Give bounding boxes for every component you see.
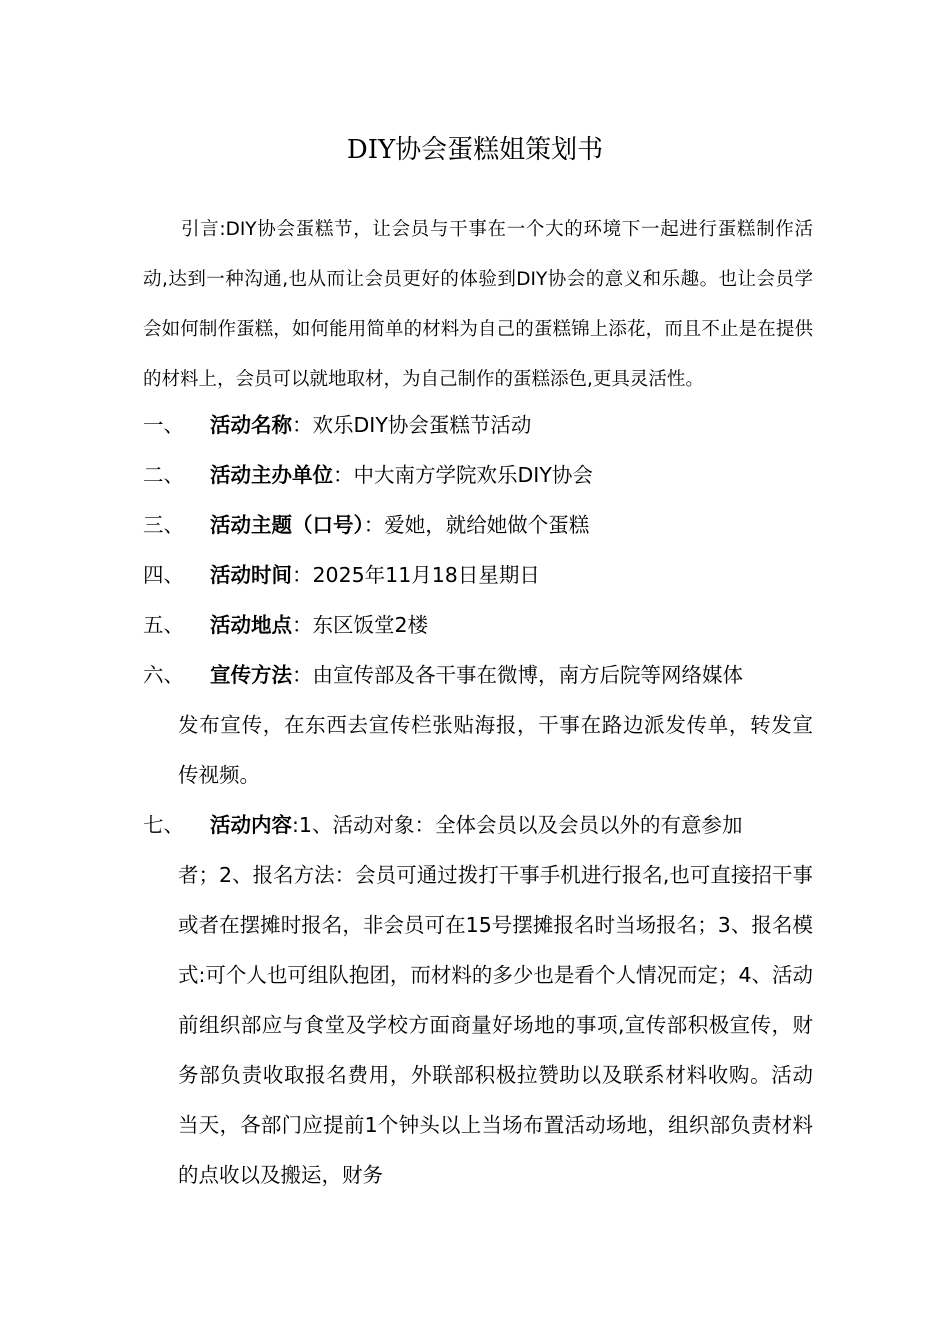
- section-number: 二、: [143, 463, 184, 487]
- section-separator: ：: [292, 663, 313, 687]
- section-text: 东区饭堂2楼: [312, 613, 429, 637]
- section-label: 活动时间: [210, 563, 292, 587]
- section-separator: ：: [292, 563, 313, 587]
- section-label: 活动名称: [210, 413, 292, 437]
- section-label: 宣传方法: [210, 663, 292, 687]
- section-separator: ：: [292, 413, 313, 437]
- section-number: 五、: [143, 613, 184, 637]
- section-text: 2025年11月18日星期日: [312, 563, 540, 587]
- section-number: 三、: [143, 513, 184, 537]
- section-separator: ：: [333, 463, 354, 487]
- section-separator: :: [292, 813, 299, 837]
- section-text: 1、活动对象：全体会员以及会员以外的有意参加: [298, 813, 743, 837]
- section-item-promotion: [143, 650, 813, 800]
- section-number: 七、: [143, 813, 184, 837]
- section-label: 活动主题（口号）: [210, 513, 364, 537]
- section-item-content: [143, 800, 813, 1200]
- section-item-location: [143, 600, 813, 650]
- section-continuation: 者；2、报名方法：会员可通过拨打干事手机进行报名,也可直接招干事或者在摆摊时报名，非会员可在15号摆摊报名时当场报名；3、报名模式:可个人也可组队抱团，而材料的多少也是看个人情况而定；4、活动前组织部应与食堂及学校方面商量好场地的事项,宣传部积极宣传，财务部负责收取报名费用，外联部积极拉赞助以及联系材料收购。活动当天，各部门应提前1个钟头以上当场布置活动场地，组织部负责材料的点收以及搬运，财务: [178, 863, 813, 1187]
- section-text: 由宣传部及各干事在微博，南方后院等网络媒体: [312, 663, 743, 687]
- section-item-name: [143, 400, 813, 450]
- section-label: 活动主办单位: [210, 463, 333, 487]
- section-item-organizer: [143, 450, 813, 500]
- section-text: 爱她，就给她做个蛋糕: [384, 513, 590, 537]
- section-list: [143, 400, 813, 1200]
- section-item-theme: [143, 500, 813, 550]
- section-number: 六、: [143, 663, 184, 687]
- intro-paragraph: 引言:DIY协会蛋糕节，让会员与干事在一个大的环境下一起进行蛋糕制作活动,达到一种沟通,也从而让会员更好的体验到DIY协会的意义和乐趣。也让会员学会如何制作蛋糕，如何能用简单的材料为自己的蛋糕锦上添花，而且不止是在提供的材料上，会员可以就地取材，为自己制作的蛋糕添色,更具灵活性。: [143, 219, 813, 390]
- section-item-time: [143, 550, 813, 600]
- section-number: 一、: [143, 413, 184, 437]
- section-text: 欢乐DIY协会蛋糕节活动: [312, 413, 532, 437]
- section-text: 中大南方学院欢乐DIY协会: [353, 463, 593, 487]
- section-separator: ：: [292, 613, 313, 637]
- section-number: 四、: [143, 563, 184, 587]
- section-label: 活动内容: [210, 813, 292, 837]
- section-separator: ：: [363, 513, 385, 537]
- section-label: 活动地点: [210, 613, 292, 637]
- document-title: DIY协会蛋糕姐策划书: [346, 135, 604, 165]
- section-continuation: 发布宣传，在东西去宣传栏张贴海报，干事在路边派发传单，转发宣传视频。: [178, 713, 813, 787]
